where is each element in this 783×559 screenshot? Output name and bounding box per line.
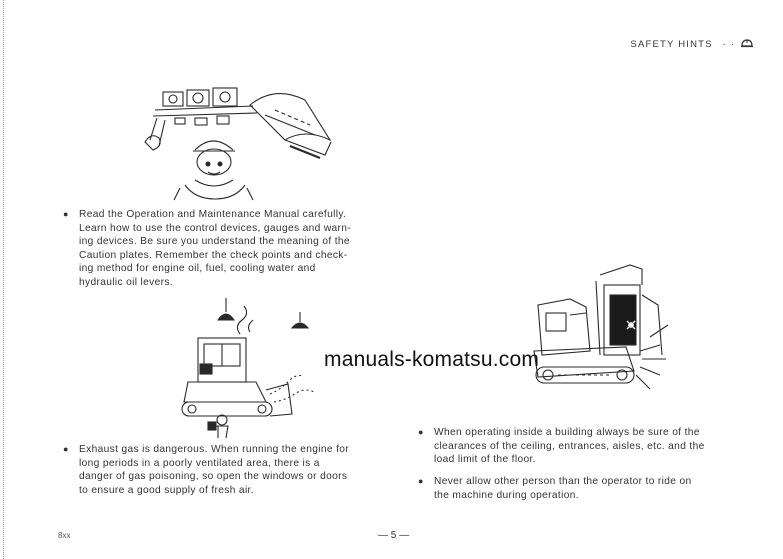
text-line: Caution plates. Remember the check points and check- [79, 249, 348, 261]
section-title: SAFETY HINTS [630, 39, 713, 50]
header-mark: · · [722, 39, 736, 50]
bullet-icon: ● [63, 444, 69, 454]
text-line: ing devices. Be sure you understand the meaning of the [79, 236, 350, 248]
operator-cab-reading-manual-illustration [135, 80, 345, 205]
text-line: hydraulic oil levers. [79, 276, 173, 288]
watermark-text: manuals-komatsu.com [324, 348, 540, 371]
text-line: Learn how to use the control devices, gauges and warn- [79, 222, 352, 234]
paragraph-read-manual [63, 208, 371, 290]
text-line: long periods in a poorly ventilated area, there is a [79, 457, 320, 469]
text-line: When operating inside a building always be sure of the [434, 427, 700, 438]
text-line: Read the Operation and Maintenance Manual carefully. [79, 209, 347, 220]
text-line: load limit of the floor. [434, 454, 536, 466]
paragraph-exhaust-gas [63, 443, 372, 497]
bullet-icon: ● [418, 476, 424, 486]
bullet-icon: ● [418, 427, 424, 437]
dozer-in-building-illustration [530, 255, 680, 400]
binding-edge [3, 0, 4, 559]
text-line: the machine during operation. [434, 489, 579, 501]
page-number: — 5 — [378, 530, 410, 541]
paragraph-no-riders [418, 475, 730, 502]
text-line: Never allow other person than the operator to ride on [434, 476, 692, 487]
safety-helmet-icon [741, 38, 753, 48]
text-line: danger of gas poisoning, so open the windows or doors [79, 471, 348, 483]
text-line: Exhaust gas is dangerous. When running the engine for [79, 444, 350, 455]
text-line: to ensure a good supply of fresh air. [79, 484, 254, 496]
machine-exhaust-ventilation-illustration [170, 298, 330, 438]
page-header [630, 38, 753, 50]
bullet-icon: ● [63, 209, 69, 219]
text-line: clearances of the ceiling, entrances, aisles, etc. and the [434, 440, 705, 452]
footer-code: 8xx [58, 531, 71, 540]
paragraph-building-clearance [418, 426, 730, 467]
text-line: ing method for engine oil, fuel, cooling water and [79, 263, 316, 275]
